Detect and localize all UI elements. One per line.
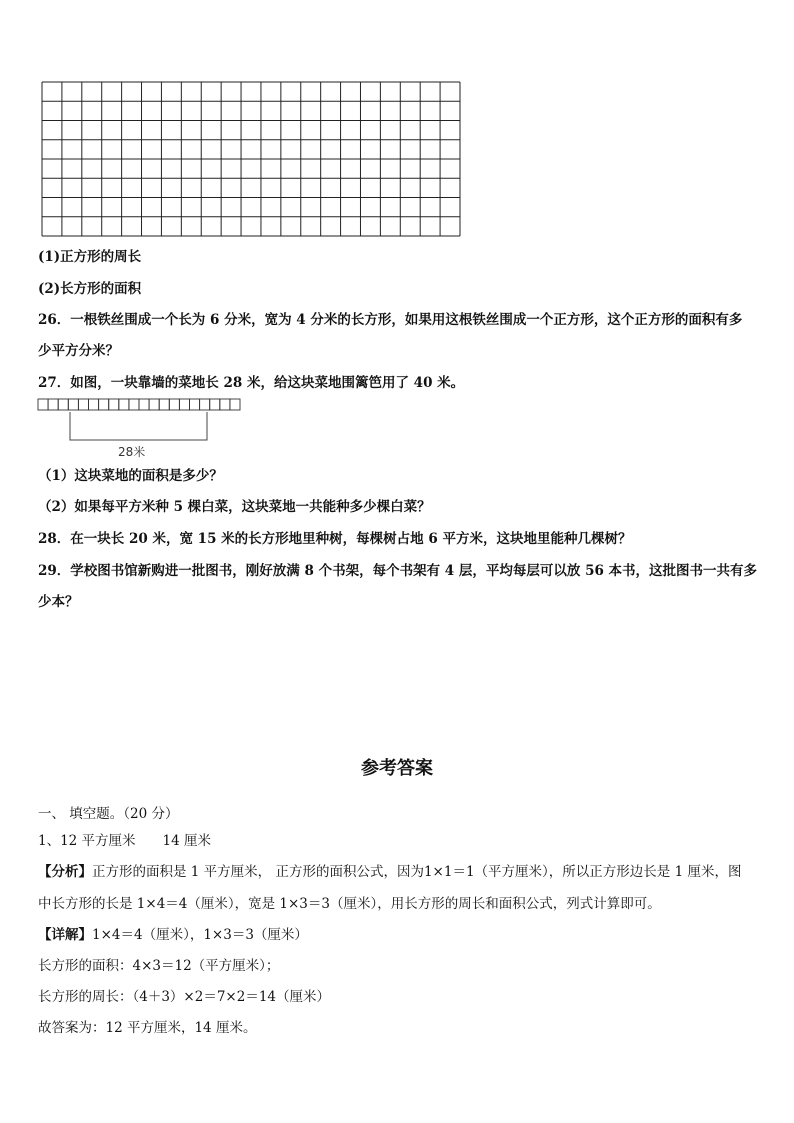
q28-text: 28．在一块长 20 米，宽 15 米的长方形地里种树，每棵树占地 6 平方米，这块地里能种几棵树？ — [38, 531, 632, 547]
analysis-text: 正方形的面积是 1 平方厘米， 正方形的面积公式，因为1×1＝1（平方厘米），所以正方形边长是 1 厘米，图 — [92, 864, 742, 880]
wall-cell — [230, 399, 240, 410]
q27-text: 27．如图，一块靠墙的菜地长 28 米，给这块菜地围篱笆用了 40 米。 — [38, 375, 465, 391]
wall-cell — [89, 399, 99, 410]
q27-sub1: （1）这块菜地的面积是多少？ — [38, 468, 223, 484]
q25-sub2: (2)长方形的面积 — [38, 281, 142, 297]
wall-cell — [149, 399, 159, 410]
wall-cell — [169, 399, 179, 410]
q26-line2: 少平方分米？ — [38, 343, 119, 359]
q26-line1: 26．一根铁丝围成一个长为 6 分米，宽为 4 分米的长方形，如果用这根铁丝围成一个正方形，这个正方形的面积有多 — [38, 312, 743, 328]
answer-1-detail-line1 — [38, 926, 308, 944]
answer-1-perimeter: 长方形的周长：（4＋3）×2＝7×2＝14（厘米） — [38, 989, 330, 1005]
wall-cell — [159, 399, 169, 410]
wall-cell — [210, 399, 220, 410]
q29-line1: 29．学校图书馆新购进一批图书，刚好放满 8 个书架，每个书架有 4 层，平均每层可以放 56 本书，这批图书一共有多 — [38, 563, 758, 579]
q29-line2: 少本？ — [38, 594, 79, 610]
field-length-label: 28米 — [118, 445, 146, 459]
wall-cell — [220, 399, 230, 410]
vegetable-field-figure — [37, 398, 243, 444]
square-grid — [41, 81, 461, 237]
answers-section-heading: 一、 填空题。（20 分） — [38, 806, 179, 822]
wall-cell — [109, 399, 119, 410]
answer-1-conclusion: 故答案为：12 平方厘米，14 厘米。 — [38, 1020, 257, 1036]
detail-tag: 【详解】 — [38, 927, 92, 943]
wall-cell — [48, 399, 58, 410]
wall-cell — [99, 399, 109, 410]
wall-cell — [58, 399, 68, 410]
answer-1-area: 长方形的面积：4×3＝12（平方厘米）； — [38, 958, 280, 974]
q27-sub2: （2）如果每平方米种 5 棵白菜，这块菜地一共能种多少棵白菜？ — [38, 499, 431, 515]
wall-cell — [38, 399, 48, 410]
wall-cell — [119, 399, 129, 410]
wall-cell — [129, 399, 139, 410]
wall-cell — [179, 399, 189, 410]
q25-sub1: (1)正方形的周长 — [38, 249, 142, 265]
answers-title: 参考答案 — [361, 758, 433, 779]
answer-1-analysis-line2: 中长方形的长是 1×4＝4（厘米），宽是 1×3＝3（厘米），用长方形的周长和面积公式，列式计算即可。 — [38, 896, 661, 912]
detail-text: 1×4＝4（厘米），1×3＝3（厘米） — [92, 927, 308, 943]
analysis-tag: 【分析】 — [38, 864, 92, 880]
field-outline — [70, 412, 207, 440]
wall-cell — [200, 399, 210, 410]
answer-1-title: 1、12 平方厘米 14 厘米 — [38, 833, 212, 849]
wall-cell — [139, 399, 149, 410]
wall-cell — [78, 399, 88, 410]
answer-1-analysis-line1 — [38, 863, 741, 881]
wall-cell — [190, 399, 200, 410]
wall-cell — [68, 399, 78, 410]
